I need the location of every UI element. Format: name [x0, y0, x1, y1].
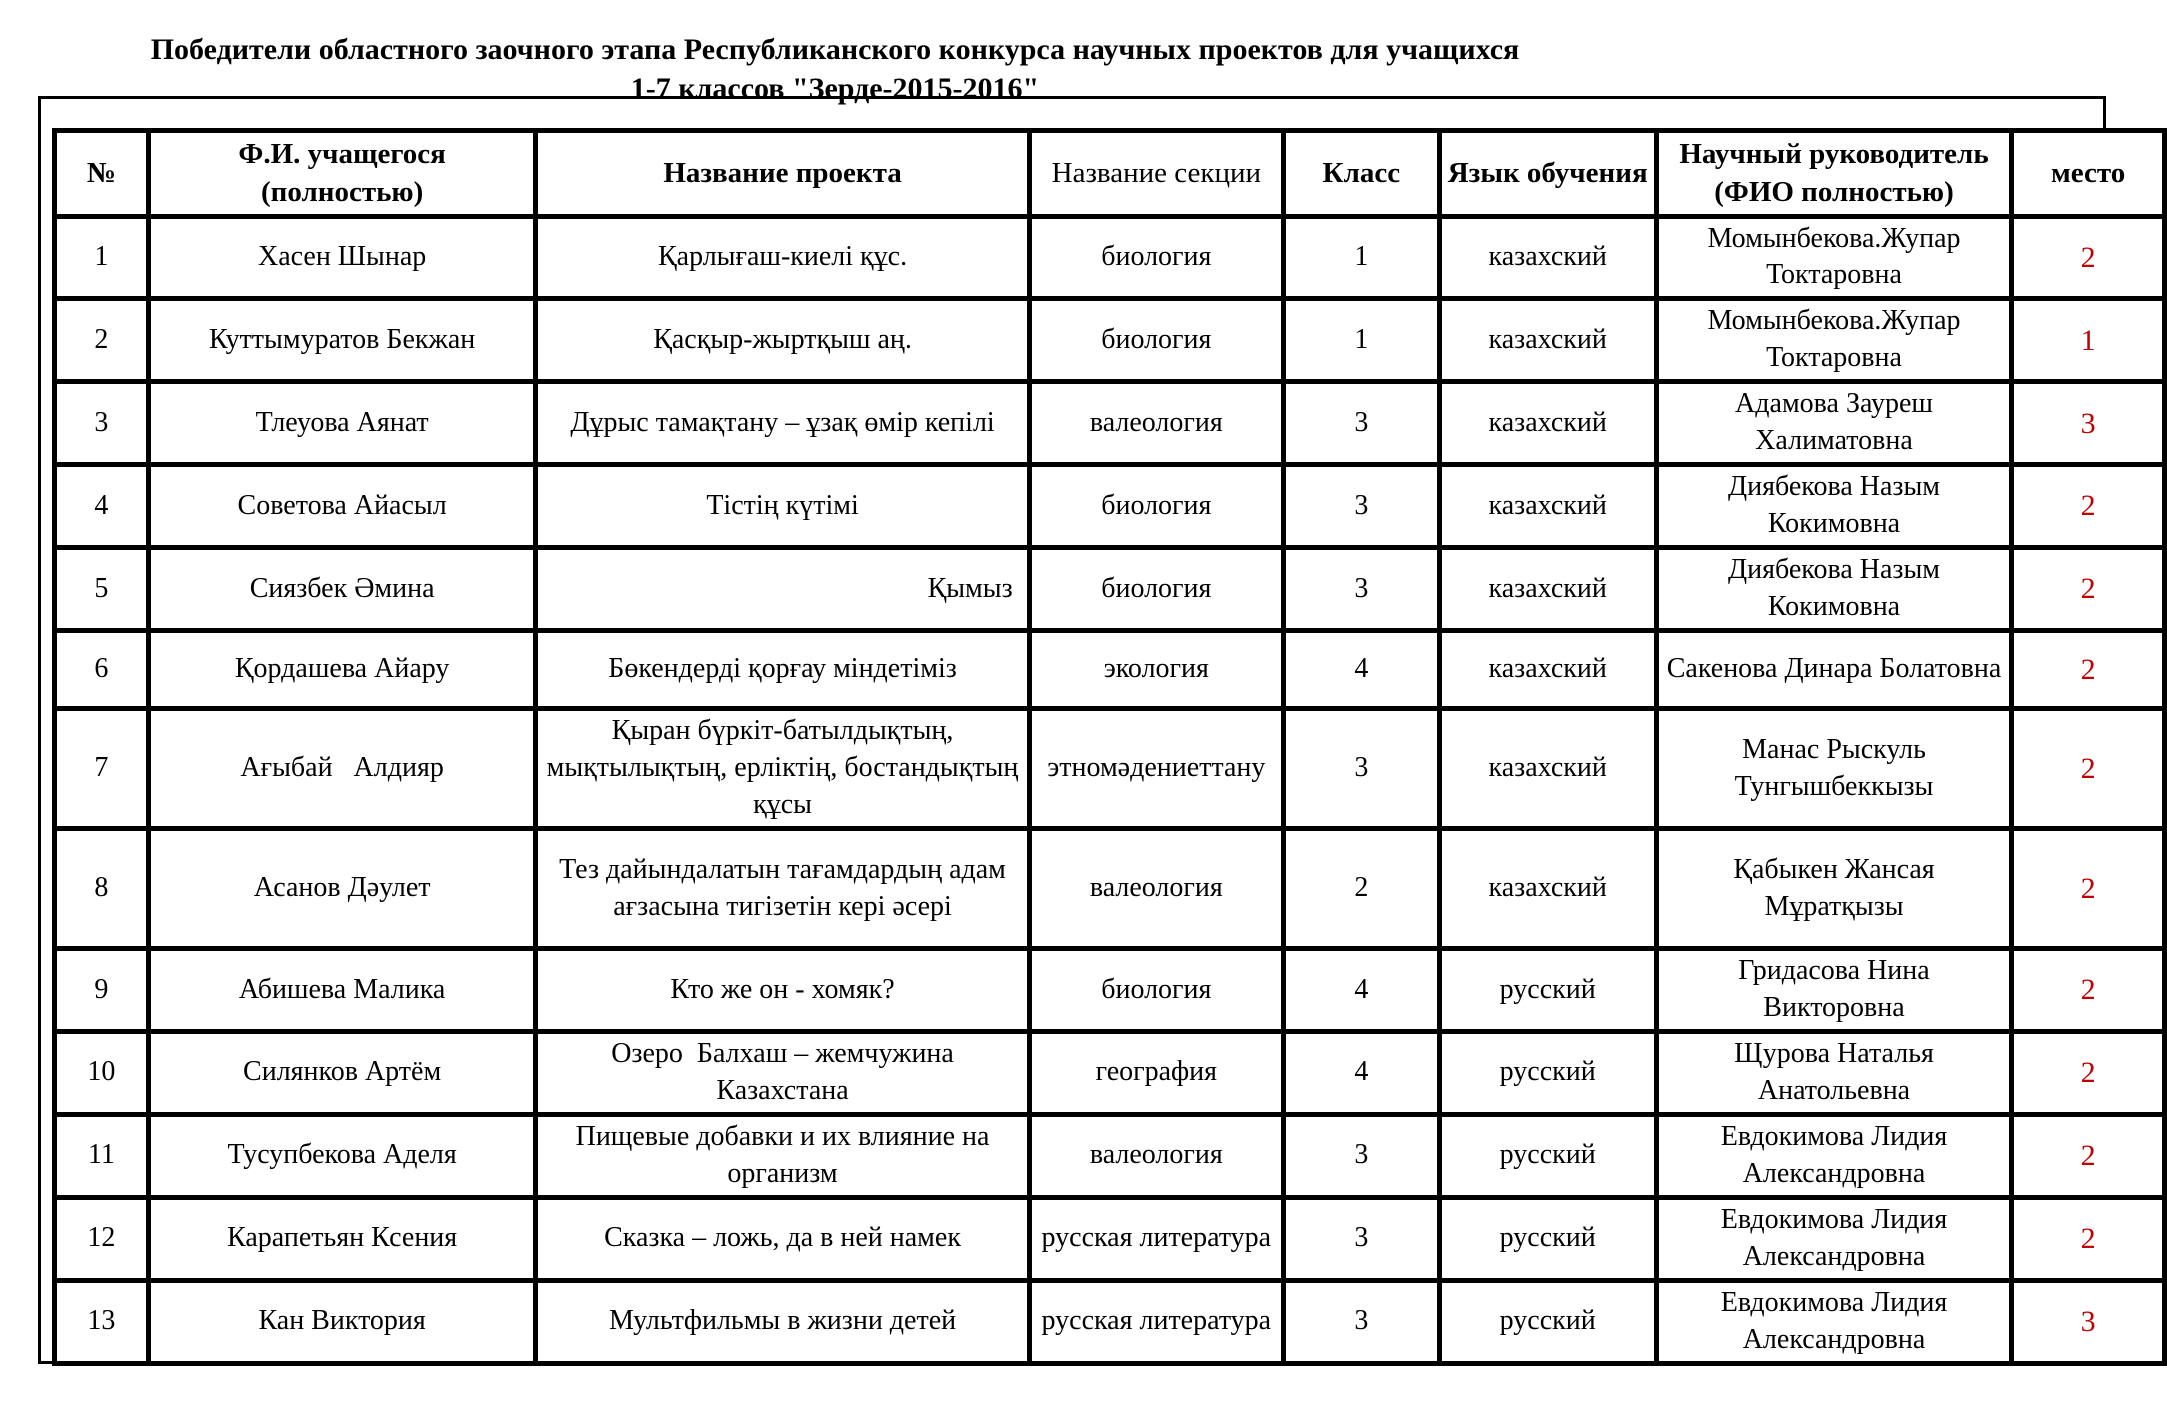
column-header-language: Язык обучения — [1439, 131, 1656, 217]
cell-num: 3 — [55, 382, 149, 465]
table-row — [55, 1197, 2165, 1280]
cell-place: 2 — [2012, 1114, 2165, 1197]
cell-grade: 4 — [1283, 631, 1439, 709]
cell-project: Пищевые добавки и их влияние на организм — [536, 1114, 1029, 1197]
cell-grade: 3 — [1283, 1280, 1439, 1363]
cell-project: Қасқыр-жыртқыш аң. — [536, 299, 1029, 382]
cell-student: Тусупбекова Аделя — [148, 1114, 536, 1197]
winners-table — [52, 128, 2167, 1366]
cell-project: Тез дайындалатын тағамдардың адам ағзасына тигізетін кері әсері — [536, 829, 1029, 949]
cell-grade: 3 — [1283, 709, 1439, 829]
header-row — [55, 131, 2165, 217]
column-header-supervisor: Научный руководитель (ФИО полностью) — [1656, 131, 2012, 217]
cell-place: 3 — [2012, 382, 2165, 465]
cell-student: Абишева Малика — [148, 949, 536, 1032]
cell-language: казахский — [1439, 216, 1656, 299]
table-row — [55, 1114, 2165, 1197]
column-header-section: Название секции — [1029, 131, 1283, 217]
cell-grade: 3 — [1283, 1114, 1439, 1197]
cell-place: 2 — [2012, 631, 2165, 709]
cell-num: 4 — [55, 465, 149, 548]
cell-student: Карапетьян Ксения — [148, 1197, 536, 1280]
column-header-grade: Класс — [1283, 131, 1439, 217]
cell-language: русский — [1439, 1031, 1656, 1114]
column-header-num: № — [55, 131, 149, 217]
column-header-place: место — [2012, 131, 2165, 217]
cell-language: казахский — [1439, 829, 1656, 949]
cell-num: 8 — [55, 829, 149, 949]
cell-num: 5 — [55, 548, 149, 631]
table-row — [55, 216, 2165, 299]
cell-section: валеология — [1029, 829, 1283, 949]
cell-grade: 1 — [1283, 299, 1439, 382]
cell-student: Хасен Шынар — [148, 216, 536, 299]
cell-supervisor: Диябекова Назым Кокимовна — [1656, 548, 2012, 631]
cell-project: Бөкендерді қорғау міндетіміз — [536, 631, 1029, 709]
cell-num: 10 — [55, 1031, 149, 1114]
column-header-student: Ф.И. учащегося (полностью) — [148, 131, 536, 217]
document-title-line1: Победители областного заочного этапа Республиканского конкурса научных проектов для учащихся — [150, 33, 1520, 66]
table-row — [55, 1280, 2165, 1363]
cell-place: 2 — [2012, 1197, 2165, 1280]
cell-section: география — [1029, 1031, 1283, 1114]
cell-num: 11 — [55, 1114, 149, 1197]
table-row — [55, 709, 2165, 829]
table-row — [55, 299, 2165, 382]
cell-language: русский — [1439, 949, 1656, 1032]
cell-project: Озеро Балхаш – жемчужина Казахстана — [536, 1031, 1029, 1114]
cell-student: Ағыбай Алдияр — [148, 709, 536, 829]
cell-grade: 3 — [1283, 1197, 1439, 1280]
cell-project: Қымыз — [536, 548, 1029, 631]
cell-place: 2 — [2012, 548, 2165, 631]
cell-num: 13 — [55, 1280, 149, 1363]
cell-supervisor: Диябекова Назым Кокимовна — [1656, 465, 2012, 548]
cell-section: биология — [1029, 299, 1283, 382]
cell-supervisor: Евдокимова Лидия Александровна — [1656, 1280, 2012, 1363]
cell-language: казахский — [1439, 382, 1656, 465]
cell-project: Кто же он - хомяк? — [536, 949, 1029, 1032]
cell-student: Куттымуратов Бекжан — [148, 299, 536, 382]
cell-num: 7 — [55, 709, 149, 829]
cell-num: 9 — [55, 949, 149, 1032]
cell-section: биология — [1029, 216, 1283, 299]
cell-grade: 4 — [1283, 1031, 1439, 1114]
cell-place: 3 — [2012, 1280, 2165, 1363]
cell-place: 2 — [2012, 1031, 2165, 1114]
cell-num: 2 — [55, 299, 149, 382]
cell-student: Қордашева Айару — [148, 631, 536, 709]
document-title-line2: 1-7 классов "Зерде-2015-2016" — [630, 72, 1040, 105]
column-header-project: Название проекта — [536, 131, 1029, 217]
cell-language: казахский — [1439, 465, 1656, 548]
cell-section: биология — [1029, 465, 1283, 548]
cell-place: 2 — [2012, 216, 2165, 299]
cell-language: русский — [1439, 1280, 1656, 1363]
cell-grade: 3 — [1283, 382, 1439, 465]
cell-grade: 4 — [1283, 949, 1439, 1032]
cell-grade: 1 — [1283, 216, 1439, 299]
cell-place: 2 — [2012, 949, 2165, 1032]
cell-language: казахский — [1439, 299, 1656, 382]
cell-project: Дұрыс тамақтану – ұзақ өмір кепілі — [536, 382, 1029, 465]
cell-supervisor: Манас Рыскуль Тунгышбеккызы — [1656, 709, 2012, 829]
cell-language: казахский — [1439, 548, 1656, 631]
cell-project: Қарлығаш-киелі құс. — [536, 216, 1029, 299]
cell-grade: 2 — [1283, 829, 1439, 949]
cell-project: Сказка – ложь, да в ней намек — [536, 1197, 1029, 1280]
cell-language: казахский — [1439, 631, 1656, 709]
cell-section: русская литература — [1029, 1197, 1283, 1280]
cell-place: 2 — [2012, 829, 2165, 949]
cell-student: Асанов Дәулет — [148, 829, 536, 949]
cell-student: Сиязбек Әмина — [148, 548, 536, 631]
table-row — [55, 631, 2165, 709]
cell-language: русский — [1439, 1197, 1656, 1280]
cell-project: Тістің күтімі — [536, 465, 1029, 548]
cell-supervisor: Қабыкен Жансая Мұратқызы — [1656, 829, 2012, 949]
cell-supervisor: Адамова Зауреш Халиматовна — [1656, 382, 2012, 465]
cell-section: биология — [1029, 548, 1283, 631]
cell-num: 6 — [55, 631, 149, 709]
cell-num: 12 — [55, 1197, 149, 1280]
cell-supervisor: Евдокимова Лидия Александровна — [1656, 1197, 2012, 1280]
cell-language: русский — [1439, 1114, 1656, 1197]
cell-supervisor: Евдокимова Лидия Александровна — [1656, 1114, 2012, 1197]
table-row — [55, 465, 2165, 548]
cell-num: 1 — [55, 216, 149, 299]
table-row — [55, 829, 2165, 949]
cell-grade: 3 — [1283, 465, 1439, 548]
cell-grade: 3 — [1283, 548, 1439, 631]
cell-supervisor: Сакенова Динара Болатовна — [1656, 631, 2012, 709]
cell-place: 2 — [2012, 709, 2165, 829]
cell-supervisor: Гридасова Нина Викторовна — [1656, 949, 2012, 1032]
cell-section: этномәдениеттану — [1029, 709, 1283, 829]
table-row — [55, 382, 2165, 465]
cell-student: Советова Айасыл — [148, 465, 536, 548]
cell-project: Мультфильмы в жизни детей — [536, 1280, 1029, 1363]
cell-student: Силянков Артём — [148, 1031, 536, 1114]
table-row — [55, 949, 2165, 1032]
cell-language: казахский — [1439, 709, 1656, 829]
cell-supervisor: Щурова Наталья Анатольевна — [1656, 1031, 2012, 1114]
cell-student: Кан Виктория — [148, 1280, 536, 1363]
cell-student: Тлеуова Аянат — [148, 382, 536, 465]
cell-place: 1 — [2012, 299, 2165, 382]
cell-supervisor: Момынбекова.Жупар Токтаровна — [1656, 216, 2012, 299]
cell-section: русская литература — [1029, 1280, 1283, 1363]
table-row — [55, 1031, 2165, 1114]
winners-table-header — [55, 131, 2165, 217]
cell-section: экология — [1029, 631, 1283, 709]
cell-supervisor: Момынбекова.Жупар Токтаровна — [1656, 299, 2012, 382]
cell-place: 2 — [2012, 465, 2165, 548]
cell-project: Қыран бүркіт-батылдықтың, мықтылықтың, ерліктің, бостандықтың құсы — [536, 709, 1029, 829]
winners-table-body — [55, 216, 2165, 1363]
cell-section: валеология — [1029, 1114, 1283, 1197]
cell-section: биология — [1029, 949, 1283, 1032]
cell-section: валеология — [1029, 382, 1283, 465]
table-row — [55, 548, 2165, 631]
